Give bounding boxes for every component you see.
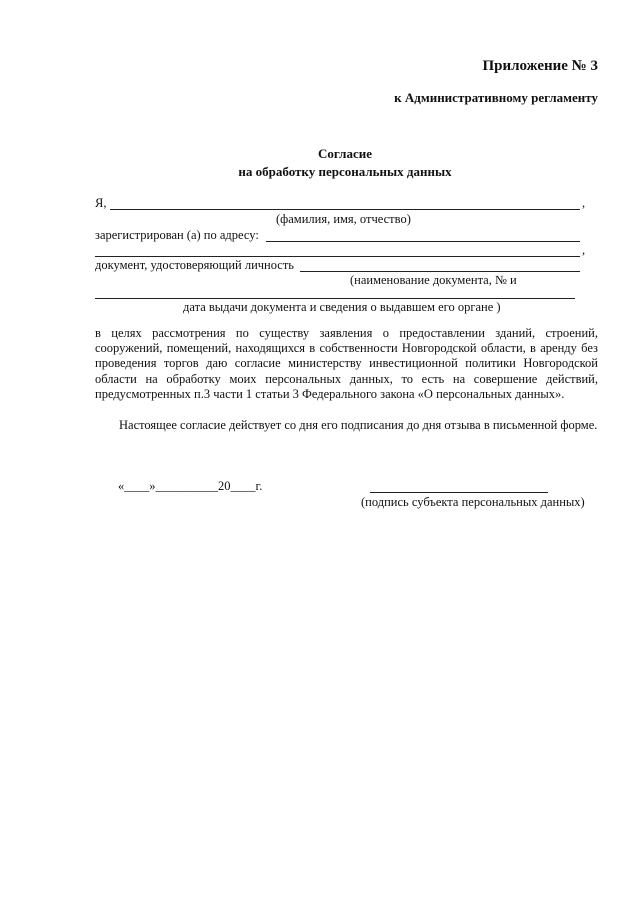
address-field-line-2[interactable] [95, 256, 580, 257]
signature-line[interactable] [370, 492, 548, 493]
date-field[interactable]: «____»__________20____г. [118, 479, 263, 493]
address-field-line[interactable] [266, 241, 580, 242]
appendix-number: Приложение № 3 [482, 58, 598, 74]
address-label: зарегистрирован (а) по адресу: [95, 228, 259, 242]
name-caption: (фамилия, имя, отчество) [276, 212, 411, 226]
i-prefix: Я, [95, 196, 107, 210]
document-label: документ, удостоверяющий личность [95, 258, 295, 272]
signature-caption: (подпись субъекта персональных данных) [361, 495, 585, 509]
name-field-line[interactable] [110, 209, 580, 210]
document-caption: (наименование документа, № и [350, 273, 517, 287]
consent-paragraph: в целях рассмотрения по существу заявления о предоставлении зданий, строений, сооружений, помещений, находящихся в собственности Новгородской области, в аренду без проведения торгов даю согласие министерству инвестиционной политики Новгородской области на обработку моих персональных данных, то есть на совершение действий, предусмотренных п.3 части 1 статьи 3 Федерального закона «О персональных данных». [95, 326, 598, 401]
title-line2: на обработку персональных данных [238, 164, 452, 179]
document-field-line[interactable] [300, 271, 580, 272]
validity-paragraph: Настоящее согласие действует со дня его подписания до дня отзыва в письменной форме. [119, 418, 598, 432]
title-line1: Согласие [318, 146, 372, 161]
issue-caption: дата выдачи документа и сведения о выдавшем его органе ) [183, 300, 501, 314]
issue-field-line[interactable] [95, 298, 575, 299]
regulation-reference: к Административному регламенту [394, 90, 598, 105]
name-comma: , [582, 196, 586, 210]
address-comma: , [582, 243, 586, 257]
